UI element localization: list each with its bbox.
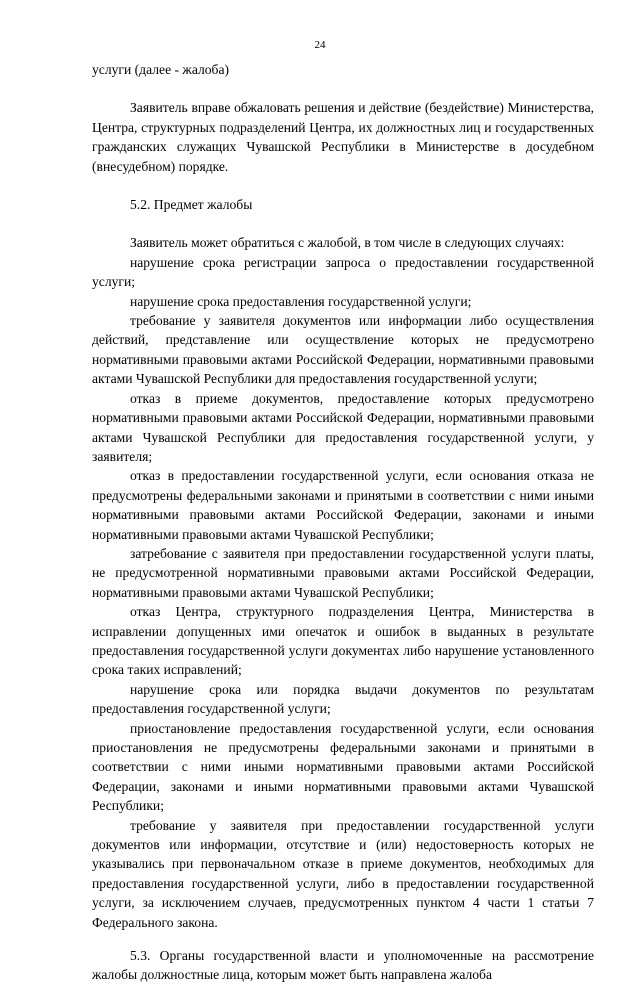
document-body (92, 60, 594, 985)
list-item-case: требование у заявителя документов или информации либо осуществления действий, представление или осуществление которых не предусмотрено нормативными правовыми актами Российской Федерации, нормативными правовыми актами Чувашской Республики для предоставления государственной услуги; (92, 313, 594, 387)
list-item-case: затребование с заявителя при предоставлении государственной услуги платы, не предусмотренной нормативными правовыми актами Российской Федерации, нормативными правовыми актами Чувашской Республики; (92, 545, 594, 600)
list-item-case: отказ Центра, структурного подразделения Центра, Министерства в исправлении допущенных ими опечаток и ошибок в выданных в результате предоставления государственной услуги документах либо нарушение установленного срока таких исправлений; (92, 604, 594, 678)
page-number: 24 (314, 39, 326, 51)
section-heading-5-2: 5.2. Предмет жалобы (130, 197, 253, 213)
list-item-case: нарушение срока или порядка выдачи документов по результатам предоставления государственной услуги; (92, 681, 594, 717)
list-item-case: требование у заявителя при предоставлении государственной услуги документов или информации, отсутствие и (или) недостоверность которых не указывались при первоначальном отказе в приеме документов, необходимых для предоставления государственной услуги, либо в предоставлении государственной услуги, за исключением случаев, предусмотренных пунктом 4 части 1 статьи 7 Федерального закона. (92, 817, 594, 930)
paragraph-continuation: услуги (далее - жалоба) (92, 62, 230, 77)
list-item-case: нарушение срока предоставления государственной услуги; (130, 293, 472, 309)
list-item-case: отказ в предоставлении государственной услуги, если основания отказа не предусмотрены федеральными законами и принятыми в соответствии с ними иными нормативными правовыми актами Российской Федерации, законами и иными нормативными правовыми актами Чувашской Республики; (92, 468, 594, 542)
list-item-case: приостановление предоставления государственной услуги, если основания приостановления не предусмотрены федеральными законами и принятыми в соответствии с ними иными нормативными правовыми актами Российской Федерации, законами и иными нормативными правовыми актами Чувашской Республики; (92, 720, 594, 814)
list-item-case: отказ в приеме документов, предоставление которых предусмотрено нормативными правовыми актами Российской Федерации, нормативными правовыми актами Чувашской Республики для предоставления государственной услуги, у заявителя; (92, 390, 594, 464)
paragraph-appeal-right: Заявитель вправе обжаловать решения и действие (бездействие) Министерства, Центра, структурных подразделений Центра, их должностных лиц и государственных гражданских служащих Чувашской Республики в Министерстве в досудебном (внесудебном) порядке. (92, 100, 594, 174)
list-item-case: нарушение срока регистрации запроса о предоставлении государственной услуги; (92, 254, 594, 290)
section-heading-5-3: 5.3. Органы государственной власти и уполномоченные на рассмотрение жалобы должностные лица, которым может быть направлена жалоба (92, 948, 594, 983)
paragraph-cases-intro: Заявитель может обратиться с жалобой, в том числе в следующих случаях: (130, 235, 565, 251)
